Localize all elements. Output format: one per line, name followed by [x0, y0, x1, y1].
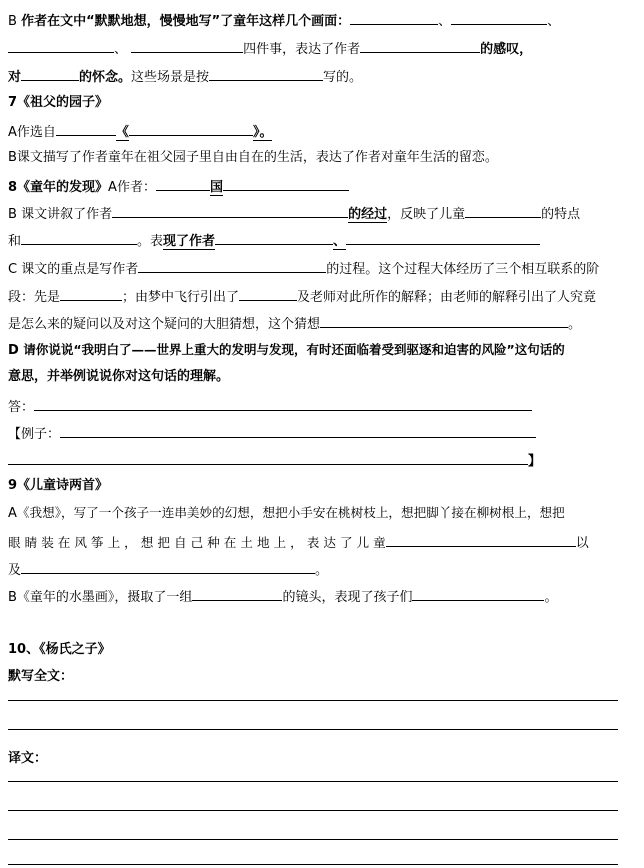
- q8-jingguo: 的经过: [348, 207, 388, 222]
- q8-b-text2: ，反映了儿童: [387, 207, 466, 222]
- q8-tedian: 的特点: [541, 207, 581, 222]
- q6-huainian: 的怀念。: [79, 70, 132, 85]
- separator: 、: [438, 14, 452, 29]
- q10-title: 10、《杨氏之子》: [8, 642, 111, 657]
- blank-field[interactable]: [8, 38, 114, 53]
- q8-title-line: [8, 176, 638, 197]
- q9-a-text2: 眼 睛 装 在 风 筝 上 ， 想 把 自 己 种 在 土 地 上 ， 表 达 了 儿 童: [8, 535, 386, 550]
- write-line[interactable]: [8, 864, 618, 865]
- q8-biao: 。表: [137, 234, 164, 249]
- blank-field[interactable]: [192, 586, 282, 601]
- q8-c-label: C: [8, 262, 18, 277]
- q10-yiwen-label: 译文：: [8, 751, 48, 766]
- q9-b-line: [8, 586, 638, 607]
- example-field-2[interactable]: [8, 450, 528, 465]
- blank-field[interactable]: [346, 230, 540, 245]
- example-end-bracket: 】: [528, 454, 542, 469]
- q6-dui: 对: [8, 70, 22, 85]
- blank-field[interactable]: [129, 121, 253, 136]
- q9-a-label: A: [8, 506, 17, 521]
- q8-c-text1: 课文的重点是写作者: [21, 262, 139, 277]
- q8-guo: 国: [209, 180, 223, 195]
- q9-b-label: B: [8, 590, 17, 605]
- q8-b-line1: [8, 203, 638, 224]
- example-field[interactable]: [60, 423, 536, 438]
- blank-field[interactable]: [209, 66, 323, 81]
- q7-open-bracket: 《: [115, 125, 129, 140]
- blank-field[interactable]: [451, 10, 547, 25]
- q8-c-text6: 是怎么来的疑问以及对这个疑问的大胆猜想，这个猜想: [8, 317, 321, 332]
- q8-answer-line: [8, 396, 638, 417]
- q10-moxie-label: 默写全文：: [8, 669, 74, 684]
- q6-ganchan: 的感叹，: [480, 42, 533, 57]
- q6-b-text: 作者在文中“默默地想，慢慢地写”了童年这样几个画面：: [21, 14, 351, 29]
- q8-a-text: 作者：: [116, 180, 156, 195]
- q8-d-text1: 请你说说“我明白了——世界上重大的发明与发现，有时还面临着受到驱逐和迫害的风险”这句话的: [23, 342, 565, 357]
- blank-field[interactable]: [21, 66, 79, 81]
- q7-b-text: 课文描写了作者童年在祖父园子里自由自在的生活，表达了作者对童年生活的留恋。: [16, 150, 498, 165]
- q9-b-end: 。: [544, 590, 558, 605]
- q9-b-text2: 的镜头，表现了孩子们: [282, 590, 413, 605]
- q9-b-text1: 《童年的水墨画》，摄取了一组: [16, 590, 193, 605]
- q7-a-label: A: [8, 125, 17, 140]
- q7-a-line: [8, 121, 638, 142]
- q8-c-line2: [8, 286, 638, 307]
- q8-d-line2: 意思，并举例说说你对这句话的理解。: [8, 369, 230, 384]
- q8-title: 8《童年的发现》: [8, 180, 109, 195]
- q9-yi: 以: [575, 536, 589, 551]
- separator: 、: [547, 14, 561, 29]
- q6-four-things: 四件事，表达了作者: [243, 42, 361, 57]
- q8-he: 和: [8, 234, 22, 249]
- q8-b-line2: [8, 230, 638, 251]
- blank-field[interactable]: [21, 230, 137, 245]
- q8-c-end: 。: [568, 317, 582, 332]
- q7-b-label: B: [8, 150, 17, 165]
- q6-b-line3: [8, 66, 638, 87]
- q9-a-line1: [8, 504, 638, 523]
- blank-field[interactable]: [239, 286, 297, 301]
- example-label: 【例子：: [8, 427, 61, 442]
- q8-c-line1: [8, 258, 638, 279]
- q9-ji-end: 。: [315, 563, 329, 578]
- q6-b-line1: [8, 10, 638, 31]
- blank-field[interactable]: [386, 532, 576, 547]
- blank-field[interactable]: [60, 286, 122, 301]
- q8-c-line3: [8, 313, 638, 334]
- blank-field[interactable]: [360, 38, 480, 53]
- blank-field[interactable]: [465, 203, 541, 218]
- q7-a-text: 作选自: [16, 125, 56, 140]
- blank-field[interactable]: [223, 176, 349, 191]
- blank-field[interactable]: [320, 313, 568, 328]
- blank-field[interactable]: [21, 559, 315, 574]
- q9-a-line3: [8, 559, 638, 580]
- q7-title: 7《祖父的园子》: [8, 95, 109, 110]
- blank-field[interactable]: [56, 121, 116, 136]
- q8-example-line2: [8, 450, 638, 471]
- separator: 、: [114, 42, 128, 57]
- q8-xianle-zuozhe: 现了作者: [163, 234, 216, 249]
- blank-field[interactable]: [350, 10, 438, 25]
- q8-c-text4: ；由梦中飞行引出了: [122, 290, 240, 305]
- q7-b-line: [8, 149, 638, 167]
- q8-dun: 、: [333, 234, 347, 249]
- blank-field[interactable]: [412, 586, 544, 601]
- q8-b-text1: 课文讲叙了作者: [21, 207, 113, 222]
- write-line[interactable]: [8, 810, 618, 811]
- write-line[interactable]: [8, 729, 618, 730]
- blank-field[interactable]: [131, 38, 243, 53]
- q8-c-text2: 的过程。这个过程大体经历了三个相互联系的阶: [326, 262, 600, 277]
- write-line[interactable]: [8, 700, 618, 701]
- q8-c-text5: 及老师对此所作的解释；由老师的解释引出了人究竟: [297, 290, 597, 305]
- blank-field[interactable]: [215, 230, 333, 245]
- q7-close-bracket: 》。: [252, 125, 273, 140]
- blank-field[interactable]: [156, 176, 210, 191]
- q8-d-line1: [8, 341, 638, 360]
- write-line[interactable]: [8, 781, 618, 782]
- q8-d-label: D: [8, 343, 19, 358]
- q9-title: 9《儿童诗两首》: [8, 478, 109, 493]
- answer-field[interactable]: [34, 396, 532, 411]
- q6-b-label: B: [8, 14, 17, 29]
- q9-a-line2: [8, 532, 638, 553]
- q6-scene-order: 这些场景是按: [131, 70, 210, 85]
- q8-b-label: B: [8, 207, 17, 222]
- q6-xie-de: 写的。: [323, 70, 363, 85]
- q8-a-label: A: [108, 180, 117, 195]
- q6-b-line2: [8, 38, 638, 59]
- blank-field[interactable]: [138, 258, 326, 273]
- blank-field[interactable]: [112, 203, 348, 218]
- q8-c-text3: 段：先是: [8, 290, 61, 305]
- q9-ji: 及: [8, 563, 22, 578]
- q8-example-line: [8, 423, 638, 444]
- write-line[interactable]: [8, 839, 618, 840]
- answer-label: 答：: [8, 400, 35, 415]
- q9-a-text1: 《我想》，写了一个孩子一连串美妙的幻想，想把小手安在桃树枝上，想把脚丫接在柳树根上，想把: [16, 505, 565, 520]
